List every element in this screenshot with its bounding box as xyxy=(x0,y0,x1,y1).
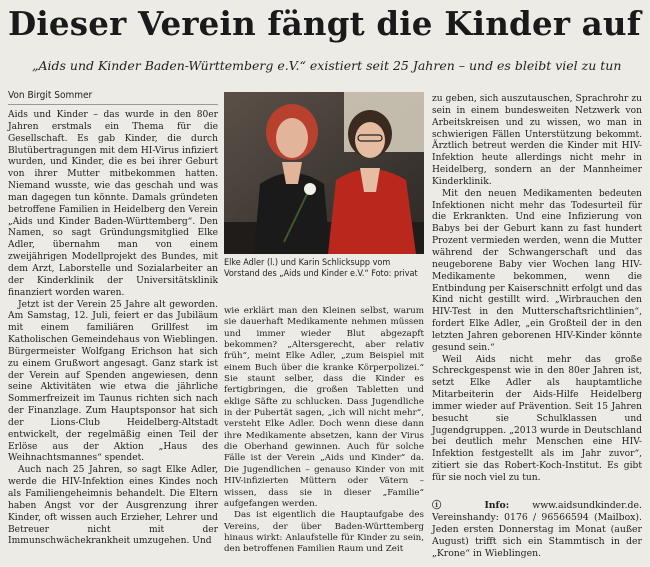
paragraph: wie erklärt man den Kleinen selbst, warum sie dauerhaft Medikamente nehmen müssen und immer wieder Blut abgezapft bekommen? „Altersgerecht, aber relativ früh“, meint Elke Adler, „zum Beispiel mit einem Buch über die kranke Körperpolizei.“ Sie staunt selber, dass die Kinder es fertigbringen, die großen Tabletten und eklige Säfte zu schlucken. Dass Jugendliche in der Pubertät sagen, „ich will nicht mehr“, versteht Elke Adler. Doch wenn diese dann ihre Medikamente absetzen, kann der Virus die Oberhand gewinnen. Auch für solche Fälle ist der Verein „Aids und Kinder“ da. Die Jugendlichen – genauso Kinder von mit HIV-infizierten Müttern oder Vätern – wissen, dass sie in dieser „Familie“ aufgefangen werden. xyxy=(224,306,424,509)
photo-illustration xyxy=(224,92,424,254)
photo-caption: Elke Adler (l.) und Karin Schlicksupp vom Vorstand des „Aids und Kinder e.V.“ Foto: privat xyxy=(224,258,418,279)
info-box xyxy=(432,500,642,560)
subheadline: „Aids und Kinder Baden-Württemberg e.V.“ existiert seit 25 Jahren – und es bleibt viel zu tun xyxy=(32,58,622,73)
article-column-3 xyxy=(432,94,642,485)
paragraph: Weil Aids nicht mehr das große Schreckgespenst wie in den 80er Jahren ist, setzt Elke Adler als hauptamtliche Mitarbeiterin der Aids-Hilfe Heidelberg immer wieder auf Prävention. Seit 15 Jahren besucht sie Schulklassen und Jugendgruppen. „2013 wurde in Deutschland bei deutlich mehr Menschen eine HIV-Infektion festgestellt als im Jahr zuvor“, zitiert sie das Robert-Koch-Institut. Es gibt für sie noch viel zu tun. xyxy=(432,354,642,483)
article-column-2 xyxy=(224,306,424,556)
byline-rule xyxy=(8,104,218,105)
info-label: Info: xyxy=(484,500,510,511)
paragraph: Das ist eigentlich die Hauptaufgabe des Vereins, der über Baden-Württemberg hinaus wirkt: Anlaufstelle für Kinder zu sein, den betroffenen Familien Raum und Zeit xyxy=(224,510,424,555)
article-photo xyxy=(224,92,424,254)
headline: Dieser Verein fängt die Kinder auf xyxy=(8,4,641,43)
paragraph: Jetzt ist der Verein 25 Jahre alt geworden. Am Samstag, 12. Juli, feiert er das Jubiläum mit einem familiären Grillfest im Katholischen Gemeindehaus von Wieblingen. Bürgermeister Wolfgang Erichson hat sich zu einem Grußwort angesagt. Ganz stark ist der Verein auf Spenden angewiesen, denn seine Aktivitäten wie etwa die jährliche Sommerfreizeit im Taunus richten sich nach der Finanzlage. Zum Hauptsponsor hat sich der Lions-Club Heidelberg-Altstadt entwickelt, der regelmäßig einen Teil der Erlöse aus der Aktion „Haus des Weihnachtsmannes“ spendet. xyxy=(8,299,218,464)
byline: Von Birgit Sommer xyxy=(8,90,93,101)
paragraph: Mit den neuen Medikamenten bedeuten Infektionen nicht mehr das Todesurteil für die Erkrankten. Und eine Infizierung von Babys bei der Geburt kann zu fast hundert Prozent vermieden werden, wenn die Mutter während der Schwangerschaft und das neugeborene Baby vier Wochen lang HIV-Medikamente bekommen, wenn die Entbindung per Kaiserschnitt erfolgt und das Kind nicht gestillt wird. „Wirbrauchen den HIV-Test in den Mutterschaftsrichtlinien“, fordert Elke Adler, „ein Großteil der in den letzten Jahren geborenen HIV-Kinder könnte gesund sein.“ xyxy=(432,188,642,353)
paragraph: Auch nach 25 Jahren, so sagt Elke Adler, werde die HIV-Infektion eines Kindes noch als Familiengeheimnis behandelt. Die Eltern haben Angst vor der Ausgrenzung ihrer Kinder, oft wissen auch Erzieher, Lehrer und Betreuer nicht mit der Immunschwächekrankheit umzugehen. Und xyxy=(8,465,218,547)
article-column-1 xyxy=(8,110,218,548)
paragraph: Aids und Kinder – das wurde in den 80er Jahren erstmals ein Thema für die Gesellschaft. Es gab Kinder, die durch Blutübertragungen mit dem HI-Virus infiziert wurden, und Kinder, die es bei ihrer Geburt von ihrer Mutter mitbekommen hatten. Niemand wusste, wie das geschah und was man dagegen tun könnte. Damals gründeten betroffene Familien in Heidelberg den Verein „Aids und Kinder Baden-Württemberg“. Den Namen, so sagt Gründungsmitglied Elke Adler, übernahm man von einem zweijährigen Modellprojekt des Bundes, mit dem Arzt, Laborstelle und Sozialarbeiter an der Kinderklinik der Universitätsklinik finanziert worden waren. xyxy=(8,110,218,298)
paragraph: zu geben, sich auszutauschen, Sprachrohr zu sein in einem bundesweiten Netzwerk von Arbeitskreisen und zu wissen, wo man in schwierigen Fällen Unterstützung bekommt. Ärztlich betreut werden die Kinder mit HIV-Infektion heute allerdings nicht mehr in Heidelberg, sondern an der Mannheimer Kinderklinik. xyxy=(432,94,642,187)
info-text: www.aidsundkinder.de. Vereinshandy: 0176 / 96566594 (Mailbox). Jeden ersten Donnerstag im Monat (außer August) trifft sich ein Stammtisch in der „Krone“ in Wieblingen. xyxy=(432,500,642,560)
info-icon: ⓘ xyxy=(432,500,462,511)
